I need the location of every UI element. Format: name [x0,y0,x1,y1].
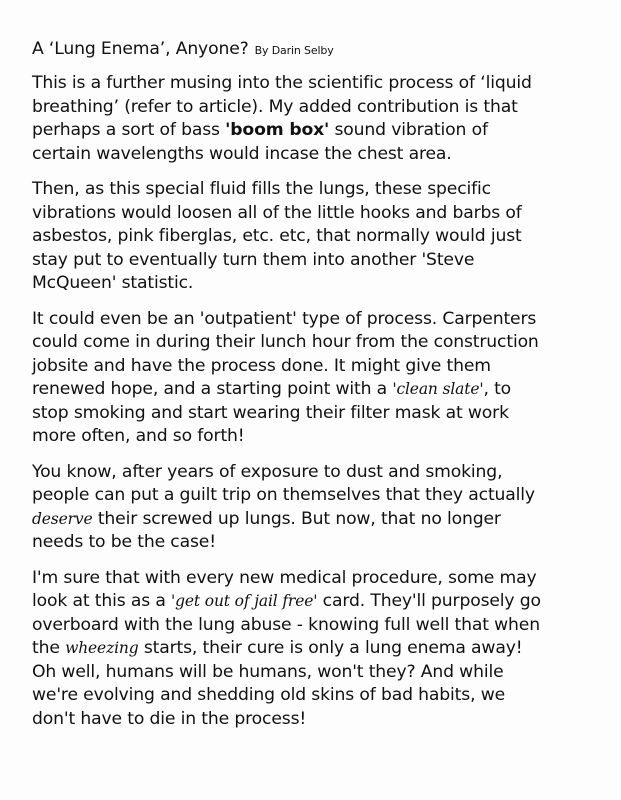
text-span: card. They'll purposely go [317,591,541,611]
text-line: people can put a guilt trip on themselves that they actually [32,485,535,505]
text-line: breathing’ (refer to article). My added contribution is that [32,96,518,117]
text-line: overboard with the lung abuse - knowing full well that when [32,614,540,635]
text-line [32,637,597,661]
text-line [32,590,597,614]
text-line: stay put to eventually turn them into another 'Steve [32,249,475,270]
article-body [32,38,597,743]
clean-slate-emphasis: 'clean slate' [392,380,484,398]
article-title: A ‘Lung Enema’, Anyone? [32,39,249,59]
text-line: McQueen' statistic. [32,273,194,293]
wheezing-emphasis: wheezing [65,639,139,657]
text-line: You know, after years of exposure to dust and smoking, [32,461,503,482]
text-line: we're evolving and shedding old skins of bad habits, we [32,685,506,705]
text-span: , to [483,379,512,399]
text-line: I'm sure that with every new medical procedure, some may [32,567,537,588]
article-byline: By Darin Selby [254,44,334,57]
paragraph-3 [32,308,597,449]
text-line: don't have to die in the process! [32,708,307,729]
text-line [32,378,597,402]
text-line: jobsite and have the process done. It might give them [32,355,491,376]
text-span: the [32,638,66,658]
text-line: needs to be the case! [32,532,216,552]
text-line: It could even be an 'outpatient' type of process. Carpenters [32,308,537,329]
text-line: certain wavelengths would incase the chest area. [32,143,452,164]
text-span: starts, their cure is only a lung enema away! [138,638,523,658]
article-heading [32,38,597,62]
text-line: could come in during their lunch hour from the construction [32,332,539,352]
jail-free-emphasis: 'get out of jail free' [171,592,318,610]
text-span: sound vibration of [329,120,488,140]
text-span: renewed hope, and a starting point with a [32,379,393,399]
text-line: Oh well, humans will be humans, won't they? And while [32,661,504,682]
deserve-emphasis: deserve [32,509,93,528]
text-line: asbestos, pink fiberglas, etc. etc, that normally would just [32,226,522,246]
paragraph-4 [32,461,597,555]
text-line: This is a further musing into the scientific process of ‘liquid [32,73,532,93]
text-line: stop smoking and start wearing their filter mask at work [32,402,509,423]
text-span: look at this as a [32,591,172,611]
text-span: their screwed up lungs. But now, that no longer [92,508,501,529]
text-span: perhaps a sort of bass [32,120,226,140]
boom-box-emphasis: 'boom box' [225,120,330,140]
paragraph-1 [32,72,597,166]
text-line: more often, and so forth! [32,426,245,446]
text-line [32,508,597,532]
text-line: vibrations would loosen all of the little hooks and barbs of [32,202,522,223]
text-line [32,119,597,143]
paragraph-2 [32,178,597,296]
paragraph-5 [32,567,597,732]
text-line: Then, as this special fluid fills the lungs, these specific [32,179,491,199]
